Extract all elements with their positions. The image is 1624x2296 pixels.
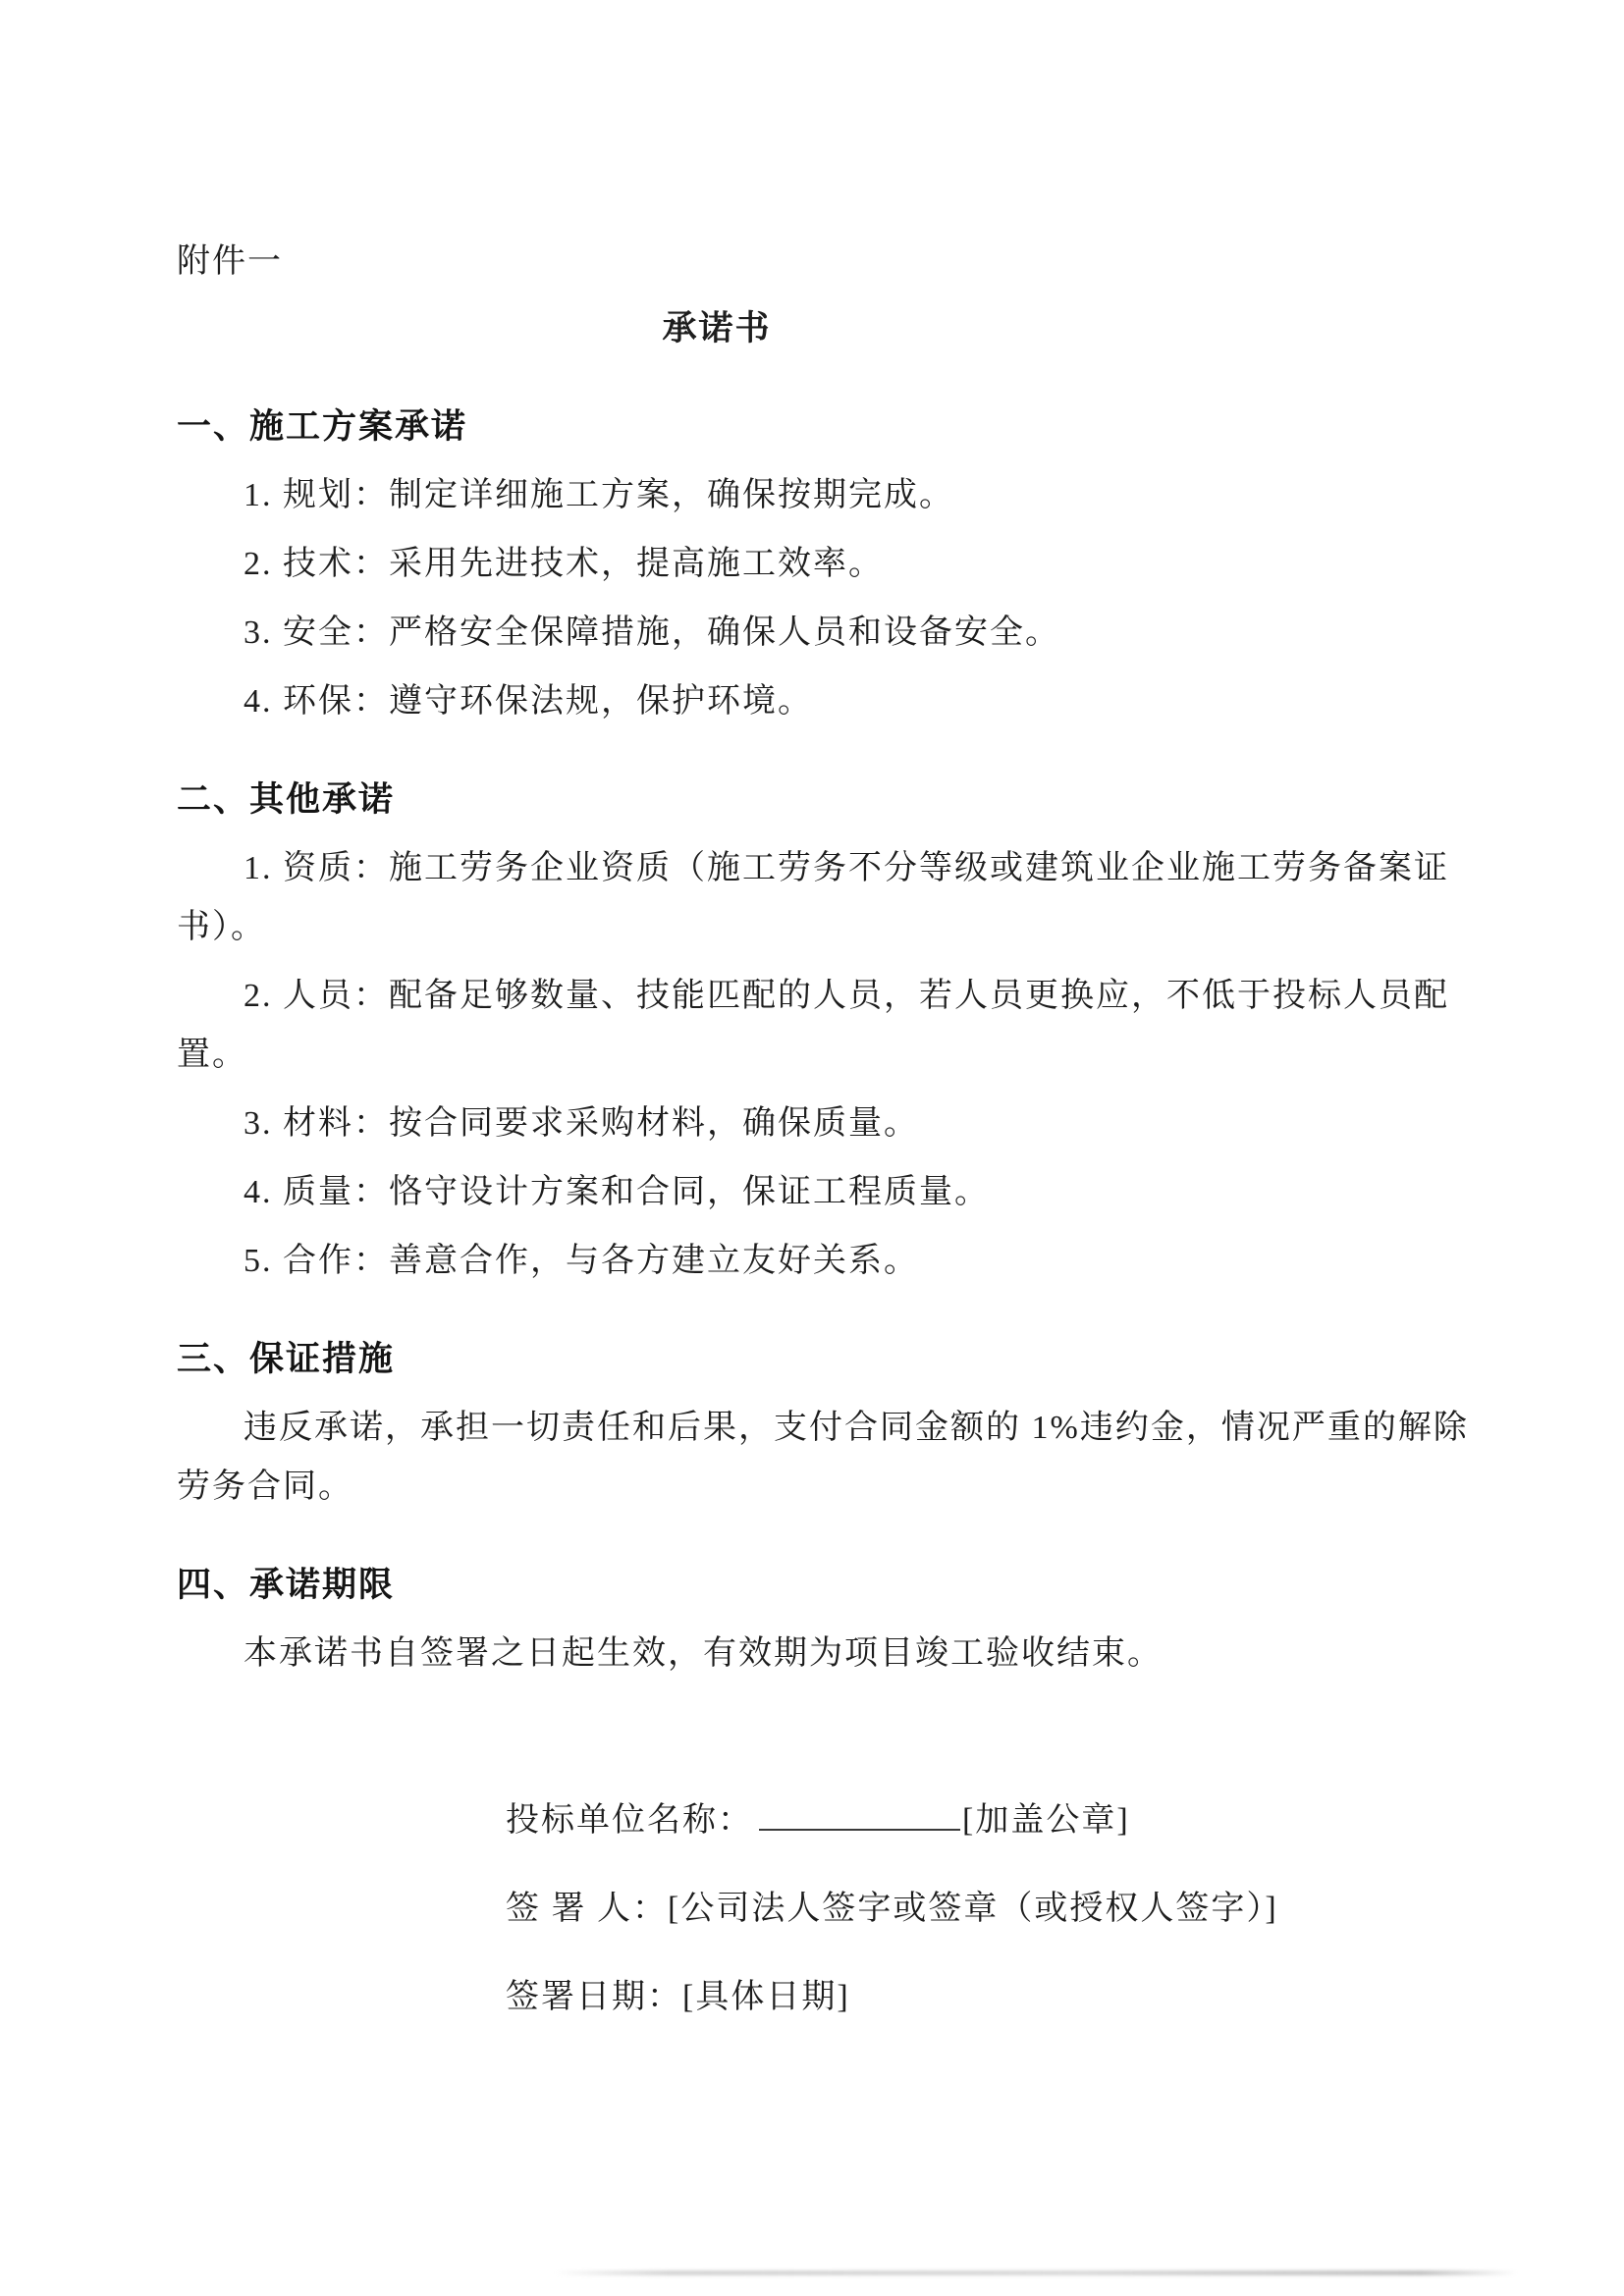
attachment-label: 附件一	[177, 243, 283, 280]
document-title: 承诺书	[662, 309, 772, 347]
list-item	[177, 1163, 1453, 1222]
sign-date-value: [具体日期]	[682, 1979, 850, 2015]
list-item-line: 1. 规划：制定详细施工方案，确保按期完成。	[244, 477, 954, 513]
signature-signer-line	[506, 1880, 1453, 1939]
list-item-line: 3. 安全：严格安全保障措施，确保人员和设备安全。	[244, 614, 1060, 651]
document-body	[177, 233, 1469, 2027]
list-item	[177, 672, 1453, 731]
section-construction-plan	[177, 398, 1453, 731]
signer-value: [公司法人签字或签章（或授权人签字）]	[668, 1891, 1278, 1927]
list-item	[177, 1095, 1453, 1153]
section-heading-2: 二、其他承诺	[177, 780, 396, 819]
list-item	[177, 839, 1453, 957]
list-item-line: 3. 材料：按合同要求采购材料，确保质量。	[244, 1105, 919, 1142]
list-item-line: 书）。	[177, 909, 266, 945]
section-heading-1: 一、施工方案承诺	[177, 407, 468, 446]
list-item-line: 4. 环保：遵守环保法规，保护环境。	[244, 683, 813, 720]
list-item	[177, 535, 1453, 594]
paragraph	[177, 1625, 1453, 1683]
list-item	[177, 967, 1453, 1085]
section-other-commitments	[177, 771, 1453, 1291]
section-guarantee-measures	[177, 1330, 1469, 1517]
list-item-line: 1. 资质：施工劳务企业资质（施工劳务不分等级或建筑业企业施工劳务备案证	[244, 850, 1449, 886]
list-item-line: 5. 合作：善意合作，与各方建立友好关系。	[244, 1243, 919, 1279]
page-bottom-scan-shadow	[555, 2270, 1517, 2275]
list-item-line: 4. 质量：恪守设计方案和合同，保证工程质量。	[244, 1174, 990, 1210]
section-heading-3: 三、保证措施	[177, 1340, 396, 1378]
sign-date-label: 签署日期：	[506, 1979, 682, 2015]
paragraph-line: 劳务合同。	[177, 1468, 353, 1505]
paragraph	[177, 1399, 1469, 1517]
list-item-line: 置。	[177, 1037, 247, 1073]
company-name-blank	[759, 1795, 960, 1831]
company-seal-note: [加盖公章]	[962, 1802, 1130, 1839]
signature-block	[506, 1791, 1453, 2027]
list-item-line: 2. 技术：采用先进技术，提高施工效率。	[244, 546, 884, 582]
paragraph-line: 本承诺书自签署之日起生效，有效期为项目竣工验收结束。	[244, 1635, 1163, 1672]
paragraph-line: 违反承诺，承担一切责任和后果，支付合同金额的 1%违约金，情况严重的解除	[244, 1410, 1469, 1446]
signature-date-line	[506, 1968, 1453, 2027]
section-commitment-period	[177, 1556, 1453, 1683]
company-name-label: 投标单位名称：	[506, 1802, 753, 1839]
signer-label: 签 署 人：	[506, 1891, 668, 1927]
list-item	[177, 604, 1453, 663]
list-item	[177, 1232, 1453, 1291]
section-heading-4: 四、承诺期限	[177, 1566, 396, 1604]
list-item-line: 2. 人员：配备足够数量、技能匹配的人员，若人员更换应，不低于投标人员配	[244, 978, 1449, 1014]
signature-company-line	[506, 1791, 1453, 1850]
list-item	[177, 466, 1453, 525]
